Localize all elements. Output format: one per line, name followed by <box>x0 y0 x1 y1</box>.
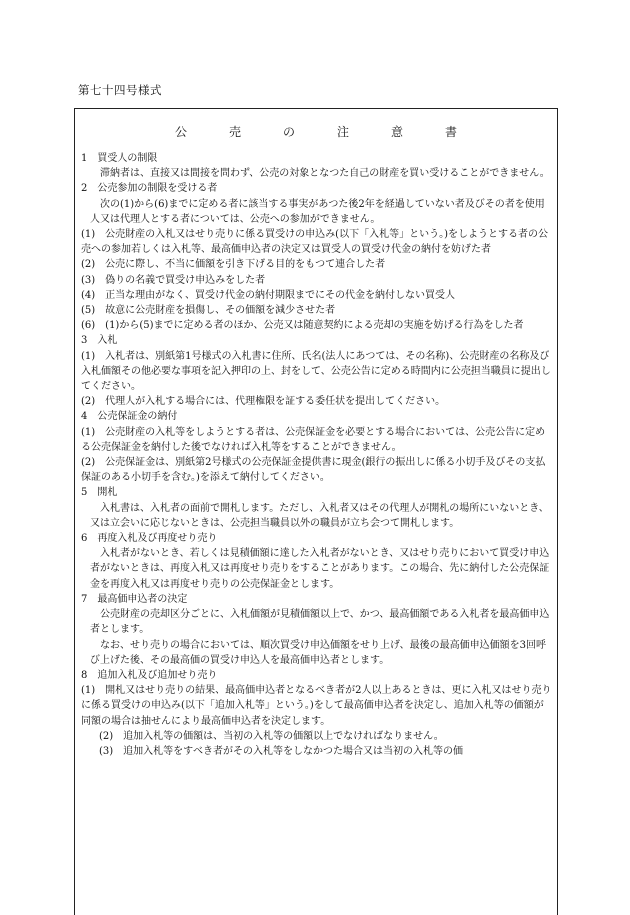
notice-body <box>75 151 557 759</box>
body-paragraph: 滞納者は、直接又は間接を問わず、公売の対象となつた自己の財産を買い受けることができません。 <box>100 168 550 180</box>
section-heading: 8 追加入札及び追加せり売り <box>81 669 218 681</box>
body-paragraph: 次の(1)から(6)までに定める者に該当する事実があつた後2年を経過していない者及びその者を使用人又は代理人とする者については、公売への参加ができません。 <box>90 198 545 225</box>
list-item: (1) 公売財産の入札又はせり売りに係る買受けの申込み(以下「入札等」という。)をしようとする者の公売への参加若しくは入札等、最高価申込者の決定又は買受人の買受け代金の納付を妨げた者 <box>81 229 548 256</box>
body-paragraph: なお、せり売りの場合においては、順次買受け申込価額をせり上げ、最後の最高価申込価額を3回呼び上げた後、その最高価の買受け申込人を最高価申込者とします。 <box>90 639 546 666</box>
section-heading: 3 入札 <box>81 335 118 347</box>
list-item: (1) 公売財産の入札等をしようとする者は、公売保証金を必要とする場合においては、公売公告に定める公売保証金を納付した後でなければ入札等をすることができません。 <box>81 426 546 453</box>
list-item: (5) 故意に公売財産を損傷し、その価額を減少させた者 <box>81 305 336 317</box>
section-heading: 5 開札 <box>81 487 118 499</box>
list-item: (2) 公売に際し、不当に価額を引き下げる目的をもつて連合した者 <box>81 259 386 271</box>
form-number: 第七十四号様式 <box>78 83 162 97</box>
list-item: (3) 追加入札等をすべき者がその入札等をしなかつた場合又は当初の入札等の価 <box>99 745 463 757</box>
body-paragraph: 入札者がないとき、若しくは見積価額に達した入札者がないとき、又はせり売りにおいて買受け申込者がないときは、再度入札又は再度せり売りをすることがあります。この場合、先に納付した公売保証金を再度入札又は再度せり売りの公売保証金とします。 <box>90 548 550 590</box>
list-item: (1) 開札又はせり売りの結果、最高価申込者となるべき者が2人以上あるときは、更に入札又はせり売りに係る買受けの申込み(以下「追加入札等」という。)をして最高価申込者を決定し、追加入札等の価額が同額の場合は抽せんにより最高価申込者を決定します。 <box>81 685 552 727</box>
list-item: (6) (1)から(5)までに定める者のほか、公売又は随意契約による売却の実施を妨げる行為をした者 <box>81 320 524 332</box>
body-paragraph: 公売財産の売却区分ごとに、入札価額が見積価額以上で、かつ、最高価額である入札者を最高価申込者とします。 <box>90 609 550 636</box>
section-heading: 6 再度入札及び再度せり売り <box>81 533 218 545</box>
section-heading: 2 公売参加の制限を受ける者 <box>81 183 218 195</box>
notice-frame <box>74 108 558 915</box>
section-heading: 4 公売保証金の納付 <box>81 411 178 423</box>
section-heading: 7 最高価申込者の決定 <box>81 593 188 605</box>
section-heading: 1 買受人の制限 <box>81 153 158 164</box>
list-item: (1) 入札者は、別紙第1号様式の入札書に住所、氏名(法人にあつては、その名称)、公売財産の名称及び入札価額その他必要な事項を記入押印の上、封をして、公売公告に定める時間内に公売担当職員に提出してください。 <box>81 350 551 393</box>
list-item: (2) 公売保証金は、別紙第2号様式の公売保証金提供書に現金(銀行の振出しに係る小切手及びその支払保証のある小切手を含む。)を添えて納付してください。 <box>81 457 546 484</box>
list-item: (4) 正当な理由がなく、買受け代金の納付期限までにその代金を納付しない買受人 <box>81 289 455 301</box>
list-item: (3) 偽りの名義で買受け申込みをした者 <box>81 274 266 286</box>
list-item: (2) 追加入札等の価額は、当初の入札等の価額以上でなければなりません。 <box>99 730 444 742</box>
list-item: (2) 代理人が入札する場合には、代理権限を証する委任状を提出してください。 <box>81 396 446 408</box>
document-title: 公 売 の 注 意 書 <box>174 125 472 139</box>
body-paragraph: 入札書は、入札者の面前で開札します。ただし、入札者又はその代理人が開札の場所にいないとき、又は立会いに応じないときは、公売担当職員以外の職員が立ち会つて開札します。 <box>90 502 549 529</box>
